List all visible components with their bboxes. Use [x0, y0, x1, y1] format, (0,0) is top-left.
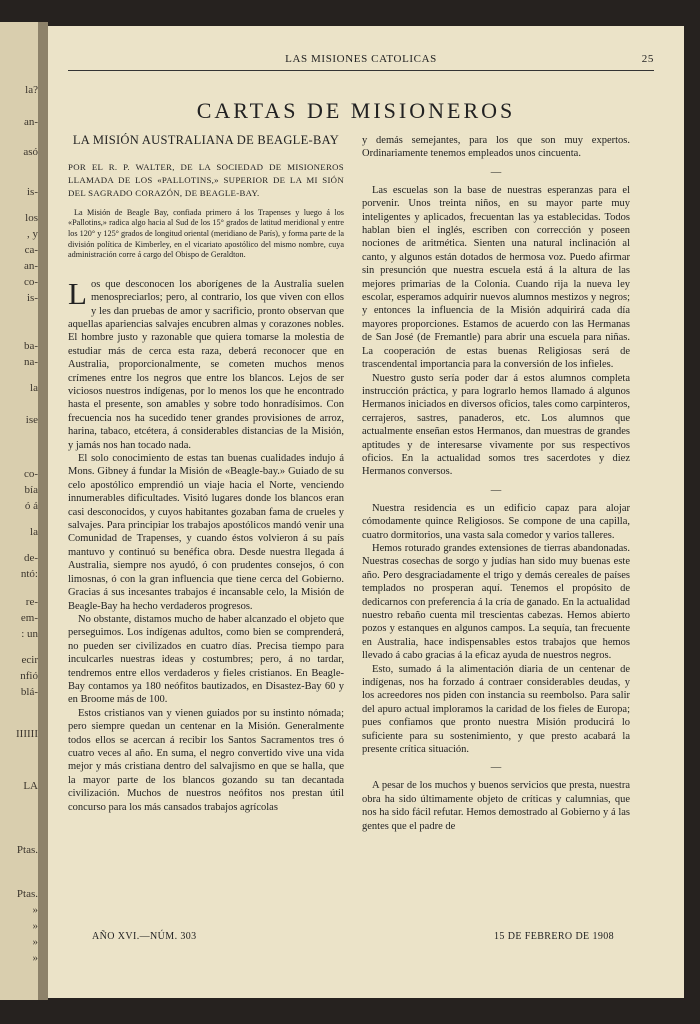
paragraph: y demás semejantes, para los que son muy expertos. Ordinariamente tenemos empleados unos cincuenta. — [362, 135, 630, 160]
previous-page-fragment: la — [30, 526, 38, 538]
previous-page-fragment: IIIIII — [16, 728, 38, 740]
previous-page-fragment: co- — [23, 276, 38, 288]
previous-page-fragment: Ptas. — [16, 844, 38, 856]
previous-page-fragment: bía — [24, 484, 38, 496]
previous-page-fragment: em- — [20, 612, 38, 624]
previous-page-fragment: is- — [27, 186, 38, 198]
previous-page-fragment: ó á — [24, 500, 38, 512]
previous-page-fragment: : un — [21, 628, 38, 640]
paragraph: Los que desconocen los aborígenes de la Australia suelen menospreciarlos; pero, al contrario, los que viven con ellos y les dan pruebas de amor y sacrificio, pronto observan que aquellas apariencias salvajes encubren almas y corazones nobles. El hombre justo y razonable que quiera tomarse la molestia de estudiar más de cerca esta raza, deberá reconocer que en Australia, proporcionalmente, se cometen muchos menos crímenes entre los negros que entre los blancos. Lejos de ser viciosos nuestros indígenas, por lo menos los que he encontrado hasta el presente, son amables y sobre todo honradísimos. Con frecuencia nos ha sucedido tener grandes provisiones de arroz, harina, tabaco, etcétera, á considerables distancias de la Misión, y jamás nos han tocado nada. — [68, 275, 344, 451]
previous-page-edge — [0, 22, 42, 1000]
issue-date: 15 DE FEBRERO DE 1908 — [494, 931, 615, 942]
paragraph: Estos cristianos van y vienen guiados por su instinto nómada; pero siempre quedan un centenar en la Misión. Generalmente todos ellos se acercan á recibir los Santos Sacramentos tres ó cuatro veces al año. En suma, el negro convertido vive una vida mejor y más cristiana dentro del salvajismo en que se halla, que la mayor parte de los blancos gozando su tan decantada civilización. Muchos de nuestros neófitos nos prestan útil concurso para los más cansados trabajos agrícolas — [68, 707, 344, 813]
previous-page-fragment: de- — [23, 552, 38, 564]
previous-page-fragment: los — [25, 212, 38, 224]
paragraph: El solo conocimiento de estas tan buenas cualidades indujo á Mons. Gibney á fundar la Misión de «Beagle-bay.» Guiado de su celo apostólico emprendió un viaje hacia el Norte, venciendo innumerables dificultades. Visitó lugares donde los blancos eran casi desconocidos, y cuyos habitantes gozaban fama de crueles y salvajes. Para principiar los trabajos apostólicos mandó venir una Comunidad de Trapenses, y cuando éstos volvieron á su país mantuvo y continuó su benéfica obra. Desde nuestra llegada á Australia, siempre nos ayudó, ó con prudentes consejos, ó con limosnas, ó con la gran influencia que tiene cerca del Gobierno. Gracias á sus incesantes trabajos é incansable celo, la Misión de Beagle-Bay ha hecho verdaderos progresos. — [68, 453, 344, 612]
previous-page-fragment: na- — [23, 356, 38, 368]
article-heading: LA MISIÓN AUSTRALIANA DE BEAGLE-BAY — [72, 133, 340, 147]
previous-page-fragment: » — [32, 952, 38, 964]
previous-page-fragment: asó — [23, 146, 38, 158]
previous-page-fragment: » — [32, 904, 38, 916]
previous-page-fragment: Ptas. — [16, 888, 38, 900]
drop-cap: L — [68, 275, 87, 311]
paragraph: No obstante, distamos mucho de haber alcanzado el objeto que perseguimos. Los indígenas adultos, como bien se comprenderá, no pueden ser civilizados en cuatro días. Precisa tiempo para inculcarles nuestras ideas y costumbres; pero, á no tardar, tendremos entre ellos verdaderos y fieles cristianos. En Beagle-Bay contamos ya 180 neófitos bautizados, en Disastez-Bay 60 y en Broome más de 100. — [68, 613, 344, 706]
previous-page-fragment: co- — [23, 468, 38, 480]
paragraph: Esto, sumado á la alimentación diaria de un centenar de indígenas, nos ha forzado á contraer considerables deudas, y los acreedores nos piden con instancia su reembolso. Para salir del apuro actual imploramos la caridad de los fieles de Europa; pues confiamos que pronto nuestra Misión producirá lo suficiente para su sostenimiento, y que presto acabará la presente crítica situación. — [362, 663, 630, 756]
previous-page-fragment: an- — [23, 116, 38, 128]
separator-dash: — — [490, 484, 502, 496]
paragraph: Hemos roturado grandes extensiones de tierras abandonadas. Nuestras cosechas de sorgo y judías han sido muy buenas este año. Pero desgraciadamente el trigo y demás cereales de países templados no prosperan aquí. Tenemos el propósito de dedicarnos con preferencia á la cría de ganado. En la actualidad nuestro rebaño cuenta mil trescientas cabezas. Hemos abierto pozos y estanques en algunos campos. La sequía, tan frecuente en Australia, hace indispensables estos trabajos que hemos llevado á cabo gracias á la eficaz ayuda de nuestros negros. — [362, 542, 630, 662]
left-column — [68, 134, 344, 814]
article-byline: POR EL R. P. WALTER, DE LA SOCIEDAD DE MISIONEROS LLAMADA DE LOS «PALLOTINS,» SUPERIOR DE LA MI SIÓN DEL SAGRADO CORAZÓN, DE BEAGLE-BAY. — [68, 162, 344, 198]
previous-page-fragment: » — [32, 936, 38, 948]
magazine-page — [48, 26, 684, 998]
book-spine — [38, 22, 48, 1000]
page-header — [68, 50, 654, 68]
issue-number: AÑO XVI.—NÚM. 303 — [92, 931, 197, 942]
previous-page-fragment: re- — [25, 596, 38, 608]
paragraph: Nuestra residencia es un edificio capaz para alojar cómodamente quince Religiosos. Se compone de una capilla, cuatro dormitorios, una vasta sala comedor y varios talleres. — [362, 502, 630, 541]
previous-page-fragment: LA — [23, 780, 38, 792]
paragraph: Nuestro gusto sería poder dar á estos alumnos completa instrucción práctica, y para lograrlo hemos llamado á algunos Hermanos iniciados en diversos oficios, tales como carpinteros, cerrajeros, sastres, panaderos, etc. Los alumnos que actualmente enseñan estos Hermanos, dan muestras de grandes aptitudes y de interesarse vivamente por sus respectivos oficios. En la actualidad somos tres sacerdotes y diez Hermanos conversos. — [362, 372, 630, 478]
right-column — [362, 134, 630, 833]
previous-page-fragment: , y — [27, 228, 38, 240]
previous-page-fragment: ba- — [23, 340, 38, 352]
paragraph: A pesar de los muchos y buenos servicios que presta, nuestra obra ha sido últimamente objeto de críticas y calumnias, que nos ha sido fácil refutar. Hemos demostrado al Gobierno y á las gentes que el padre de — [362, 780, 630, 832]
previous-page-fragment: ca- — [24, 244, 38, 256]
previous-page-fragment: an- — [23, 260, 38, 272]
separator-dash: — — [490, 762, 502, 774]
previous-page-fragment: nfió — [20, 670, 38, 682]
previous-page-fragment: » — [32, 920, 38, 932]
page-number: 25 — [641, 53, 654, 65]
previous-page-fragment: is- — [27, 292, 38, 304]
running-title: LAS MISIONES CATOLICAS — [285, 53, 437, 65]
article-summary: La Misión de Beagle Bay, confiada primero á los Trapenses y luego á los «Pallotins,» radica algo hacia al Sud de los 15° grados de latitud meridional y entre los 120° y 125° grados de longitud oriental (meridiano de París), y forma parte de la división política de Kimberley, en el vicariato apostólico del mismo nombre, cuya administración corre á cargo del Obispo de Geraldton. — [68, 207, 344, 260]
previous-page-fragment: ecir — [21, 654, 38, 666]
previous-page-fragment: ise — [25, 414, 38, 426]
previous-page-fragment: blá- — [20, 686, 38, 698]
previous-page-fragment: la? — [25, 84, 38, 96]
paragraph: Las escuelas son la base de nuestras esperanzas para el porvenir. Unos treinta niños, en su mayor parte muy inteligentes y aplicados, frecuentan las ya establecidas. Todos hablan bien el inglés, escriben con corrección y poseen nociones de aritmética. Sienten una natural inclinación al canto, y algunos están dotados de hermosa voz. Puedo afirmar sin presunción que nuestra escuela está á la altura de las mejores primarias de la Colonia. Cuando rija la nueva ley escolar, esperamos adquirir nuevos alumnos mestizos y negros; y entonces la influencia de la Misión adquirirá cada día mayores proporciones. Estamos de acuerdo con las Hermanas de San José (de Fremantle) para abrir una escuela para niñas. La cooperación de estas buenas Religiosas será de trascendental importancia para la conversión de los infieles. — [362, 184, 630, 371]
header-rule — [68, 70, 654, 71]
previous-page-fragment: la — [30, 382, 38, 394]
separator-dash: — — [490, 166, 502, 178]
previous-page-fragment: ntó: — [20, 568, 38, 580]
section-title: CARTAS DE MISIONEROS — [196, 98, 516, 123]
